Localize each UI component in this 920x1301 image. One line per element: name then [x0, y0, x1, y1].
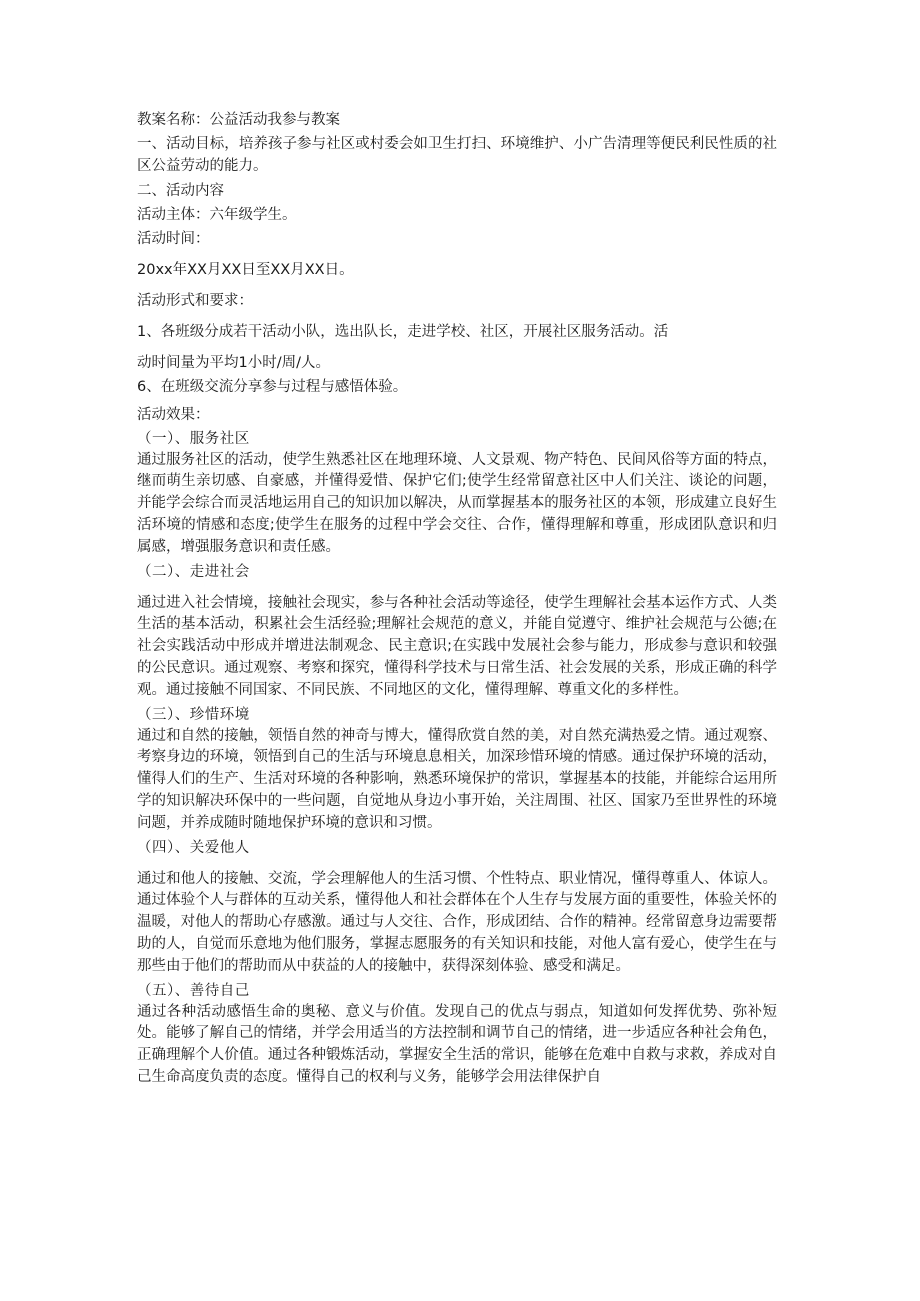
- section-body: 通过服务社区的活动，使学生熟悉社区在地理环境、人文景观、物产特色、民间风俗等方面的特点，继而萌生亲切感、自豪感，并懂得爱惜、保护它们;使学生经常留意社区中人们关注、谈论的问题，并能学会综合而灵活地运用自己的知识加以解决，从而掌握基本的服务社区的本领，形成建立良好生活环境的情感和态度;使学生在服务的过程中学会交往、合作，懂得理解和尊重，形成团队意识和归属感，增强服务意识和责任感。: [137, 451, 777, 555]
- section-heading: （四）、关爱他人: [137, 839, 250, 856]
- activity-goal: 一、活动目标，培养孩子参与社区或村委会如卫生打扫、环境维护、小广告清理等便民利民性质的社区公益劳动的能力。: [137, 136, 777, 174]
- lesson-title: 教案名称：公益活动我参与教案: [137, 112, 340, 128]
- section-heading: （二）、走进社会: [137, 563, 250, 580]
- activity-time-value: 20xx年XX月XX日至XX月XX日。: [137, 261, 354, 278]
- section-heading: （三）、珍惜环境: [137, 706, 250, 723]
- section-body: 通过和他人的接触、交流，学会理解他人的生活习惯、个性特点、职业情况，懂得尊重人、体谅人。通过体验个人与群体的互动关系，懂得他人和社会群体在个人生存与发展方面的重要性，体验关怀的温暖，对他人的帮助心存感激。通过与人交往、合作，形成团结、合作的精神。经常留意身边需要帮助的人，自觉而乐意地为他们服务，掌握志愿服务的有关知识和技能，对他人富有爱心，使学生在与那些由于他们的帮助而从中获益的人的接触中，获得深刻体验、感受和满足。: [137, 870, 777, 974]
- activity-effect-label: 活动效果：: [137, 406, 210, 423]
- requirement-1-line-2: 动时间量为平均1小时/周/人。: [137, 354, 330, 371]
- section-heading: （五）、善待自己: [137, 982, 250, 999]
- requirement-1-line-1: 1、各班级分成若干活动小队，选出队长，走进学校、社区，开展社区服务活动。活: [137, 323, 669, 340]
- requirement-6: 6、在班级交流分享参与过程与感悟体验。: [137, 378, 408, 395]
- section-body: 通过各种活动感悟生命的奥秘、意义与价值。发现自己的优点与弱点，知道如何发挥优势、弥补短处。能够了解自己的情绪，并学会用适当的方法控制和调节自己的情绪，进一步适应各种社会角色，正确理解个人价值。通过各种锻炼活动，掌握安全生活的常识，能够在危难中自救与求救，养成对自己生命高度负责的态度。懂得自己的权利与义务，能够学会用法律保护自: [137, 1003, 777, 1085]
- activity-time-label: 活动时间：: [137, 230, 210, 247]
- activity-form-label: 活动形式和要求：: [137, 292, 253, 309]
- activity-subject: 活动主体：六年级学生。: [137, 206, 297, 223]
- content-heading: 二、活动内容: [137, 182, 224, 199]
- document-page: [137, 110, 777, 1089]
- section-body: 通过和自然的接触，领悟自然的神奇与博大，懂得欣赏自然的美，对自然充满热爱之情。通过观察、考察身边的环境，领悟到自己的生活与环境息息相关，加深珍惜环境的情感。通过保护环境的活动，懂得人们的生产、生活对环境的各种影响，熟悉环境保护的常识，掌握基本的技能，并能综合运用所学的知识解决环保中的一些问题，自觉地从身边小事开始，关注周围、社区、国家乃至世界性的环境问题，并养成随时随地保护环境的意识和习惯。: [137, 727, 777, 831]
- section-body: 通过进入社会情境，接触社会现实，参与各种社会活动等途径，使学生理解社会基本运作方式、人类生活的基本活动，积累社会生活经验;理解社会规范的意义，并能自觉遵守、维护社会规范与公德;在社会实践活动中形成并增进法制观念、民主意识;在实践中发展社会参与能力，形成参与意识和较强的公民意识。通过观察、考察和探究，懂得科学技术与日常生活、社会发展的关系，形成正确的科学观。通过接触不同国家、不同民族、不同地区的文化，懂得理解、尊重文化的多样性。: [137, 594, 777, 698]
- section-heading: （一）、服务社区: [137, 430, 250, 447]
